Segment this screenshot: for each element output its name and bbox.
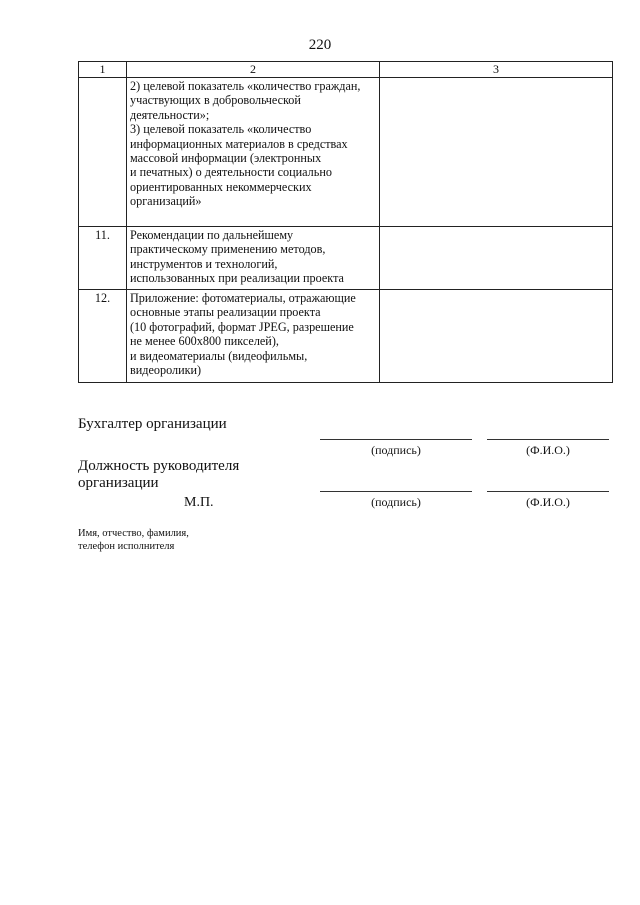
text-line: массовой информации (электронных [130, 151, 322, 166]
text-line: инструментов и технологий, [130, 256, 278, 271]
text-line: участвующих в добровольческой [130, 93, 301, 108]
row-description [127, 78, 380, 227]
table-row [79, 78, 613, 227]
text-line: (10 фотографий, формат JPEG, разрешение [130, 319, 354, 334]
row-number [79, 78, 127, 227]
row-number: 11. [79, 227, 127, 290]
text-line: и печатных) о деятельности социально [130, 165, 332, 180]
head-position-label: Должность руководителя [78, 458, 240, 474]
report-table [78, 61, 613, 383]
text-line: Приложение: фотоматериалы, отражающие [130, 291, 356, 305]
head-name-line [487, 491, 609, 492]
text-line: 3) целевой показатель «количество [130, 122, 312, 137]
column-number-1: 1 [79, 62, 127, 78]
executor-note [78, 527, 189, 553]
accountant-signature-line [320, 439, 472, 440]
text-line: не менее 600х800 пикселей), [130, 334, 279, 349]
table-row [79, 227, 613, 290]
page-number: 220 [308, 37, 332, 53]
head-organization-label: организации [78, 475, 159, 491]
text-line: и видеоматериалы (видеофильмы, [130, 348, 308, 363]
text-line: видеоролики) [130, 363, 202, 378]
text-line: использованных при реализации проекта [130, 271, 344, 286]
text-line: ориентированных некоммерческих [130, 179, 312, 194]
column-number-3: 3 [380, 62, 613, 78]
accountant-label: Бухгалтер организации [78, 416, 227, 432]
text-line: информационных материалов в средствах [130, 136, 348, 151]
row-value [380, 290, 613, 383]
text-line: Рекомендации по дальнейшему [130, 228, 294, 242]
signature-caption: (подпись) [371, 443, 421, 457]
text-line: деятельности»; [130, 107, 210, 122]
executor-note-line: телефон исполнителя [78, 541, 175, 552]
head-signature-line [320, 491, 472, 492]
stamp-place-label: М.П. [184, 495, 214, 510]
row-value [380, 227, 613, 290]
row-description [127, 290, 380, 383]
text-line: основные этапы реализации проекта [130, 305, 321, 320]
column-number-2: 2 [127, 62, 380, 78]
name-caption: (Ф.И.О.) [526, 495, 570, 509]
text-line: практическому применению методов, [130, 242, 326, 257]
text-line: 2) целевой показатель «количество граждан, [130, 79, 361, 93]
accountant-name-line [487, 439, 609, 440]
executor-note-line: Имя, отчество, фамилия, [78, 528, 189, 539]
row-value [380, 78, 613, 227]
row-description [127, 227, 380, 290]
text-line: организаций» [130, 194, 202, 209]
row-number: 12. [79, 290, 127, 383]
column-number-row [79, 62, 613, 78]
signature-caption: (подпись) [371, 495, 421, 509]
name-caption: (Ф.И.О.) [526, 443, 570, 457]
table-row [79, 290, 613, 383]
